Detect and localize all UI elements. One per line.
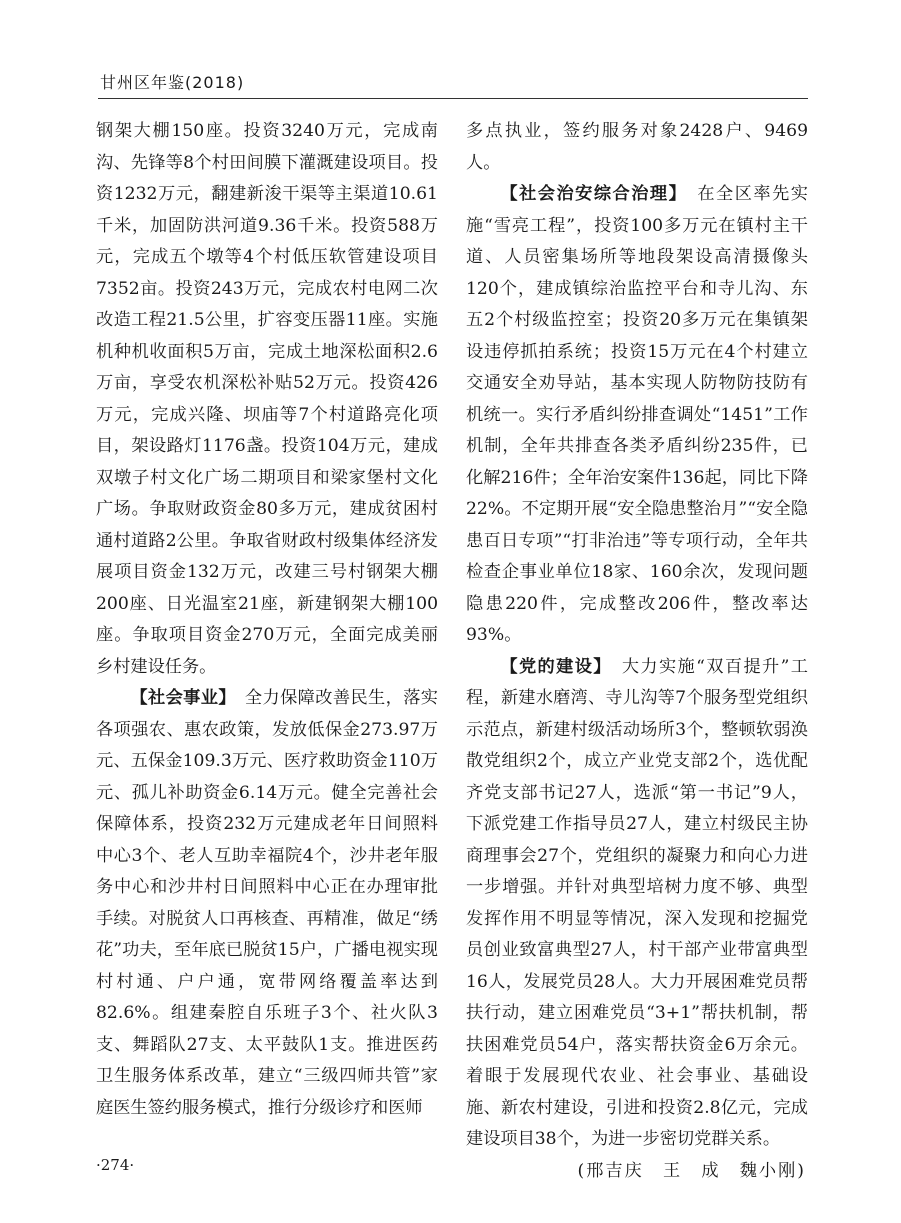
section-body: 在全区率先实施“雪亮工程”，投资100多万元在镇村主干道、人员密集场所等地段架设高清摄像头120个，建成镇综治监控平台和寺儿沟、东五2个村级监控室；投资20多万元在集镇架设违停抓拍系统；投资15万元在4个村建立交通安全劝导站，基本实现人防物防技防有机统一。实行矛盾纠纷排查调处“1451”工作机制，全年共排查各类矛盾纠纷235件，已化解216件；全年治安案件136起，同比下降22%。不定期开展“安全隐患整治月”“安全隐患百日专项”“打非治违”等专项行动，全年共检查企事业单位18家、160余次，发现问题隐患220件，完成整改206件，整改率达93%。 <box>466 184 808 645</box>
running-header <box>98 68 808 99</box>
section-body: 大力实施“双百提升”工程，新建水磨湾、寺儿沟等7个服务型党组织示范点，新建村级活动场所3个，整顿软弱涣散党组织2个，成立产业党支部2个，选优配齐党支部书记27人，选派“第一书记”9人，下派党建工作指导员27人，建立村级民主协商理事会27个，党组织的凝聚力和向心力进一步增强。并针对典型培树力度不够、典型发挥作用不明显等情况，深入发现和挖掘党员创业致富典型27人，村干部产业带富典型16人，发展党员28人。大力开展困难党员帮扶行动，建立困难党员“3+1”帮扶机制，帮扶困难党员54户，落实帮扶资金6万余元。着眼于发展现代农业、社会事业、基础设施、新农村建设，引进和投资2.8亿元，完成建设项目38个，为进一步密切党群关系。 <box>466 656 808 1149</box>
author-byline: (邢吉庆 王 成 魏小刚) <box>577 1160 806 1181</box>
section-social-affairs <box>96 683 438 1124</box>
paragraph-continued: 多点执业，签约服务对象2428户、9469人。 <box>466 121 808 173</box>
right-column <box>466 116 808 1187</box>
yearbook-title: 甘州区年鉴(2018) <box>100 73 245 92</box>
section-heading: 【党的建设】 <box>500 656 604 677</box>
paragraph-continued: 钢架大棚150座。投资3240万元，完成南沟、先锋等8个村田间膜下灌溉建设项目。投资1232万元，翻建新浚干渠等主渠道10.61千米，加固防洪河道9.36千米。投资588万元，完成五个墩等4个村低压软管建设项目7352亩。投资243万元，完成农村电网二次改造工程21.5公里，扩容变压器11座。实施机种机收面积5万亩，完成土地深松面积2.6万亩，享受农机深松补贴52万元。投资426万元，完成兴隆、坝庙等7个村道路亮化项目，架设路灯1176盏。投资104万元，建成双墩子村文化广场二期项目和梁家堡村文化广场。争取财政资金80多万元，建成贫困村通村道路2公里。争取省财政村级集体经济发展项目资金132万元，改建三号村钢架大棚200座、日光温室21座，新建钢架大棚100座。争取项目资金270万元，全面完成美丽乡村建设任务。 <box>96 121 438 677</box>
section-public-security <box>466 179 808 652</box>
section-heading: 【社会治安综合治理】 <box>500 184 679 204</box>
section-party-building <box>466 652 808 1156</box>
page-number: ·274· <box>96 1156 135 1174</box>
section-body: 全力保障改善民生，落实各项强农、惠农政策，发放低保金273.97万元、五保金109.3万元、医疗救助资金110万元、孤儿补助资金6.14万元。健全完善社会保障体系，投资232万元建成老年日间照料中心3个、老人互助幸福院4个，沙井老年服务中心和沙井村日间照料中心正在办理审批手续。对脱贫人口再核查、再精准，做足“绣花”功夫，至年底已脱贫15户，广播电视实现村村通、户户通，宽带网络覆盖率达到82.6%。组建秦腔自乐班子3个、社火队3支、舞蹈队27支、太平鼓队1支。推进医药卫生服务体系改革，建立“三级四师共管”家庭医生签约服务模式，推行分级诊疗和医师 <box>96 688 438 1118</box>
section-heading: 【社会事业】 <box>130 688 228 708</box>
left-column <box>96 116 438 1124</box>
